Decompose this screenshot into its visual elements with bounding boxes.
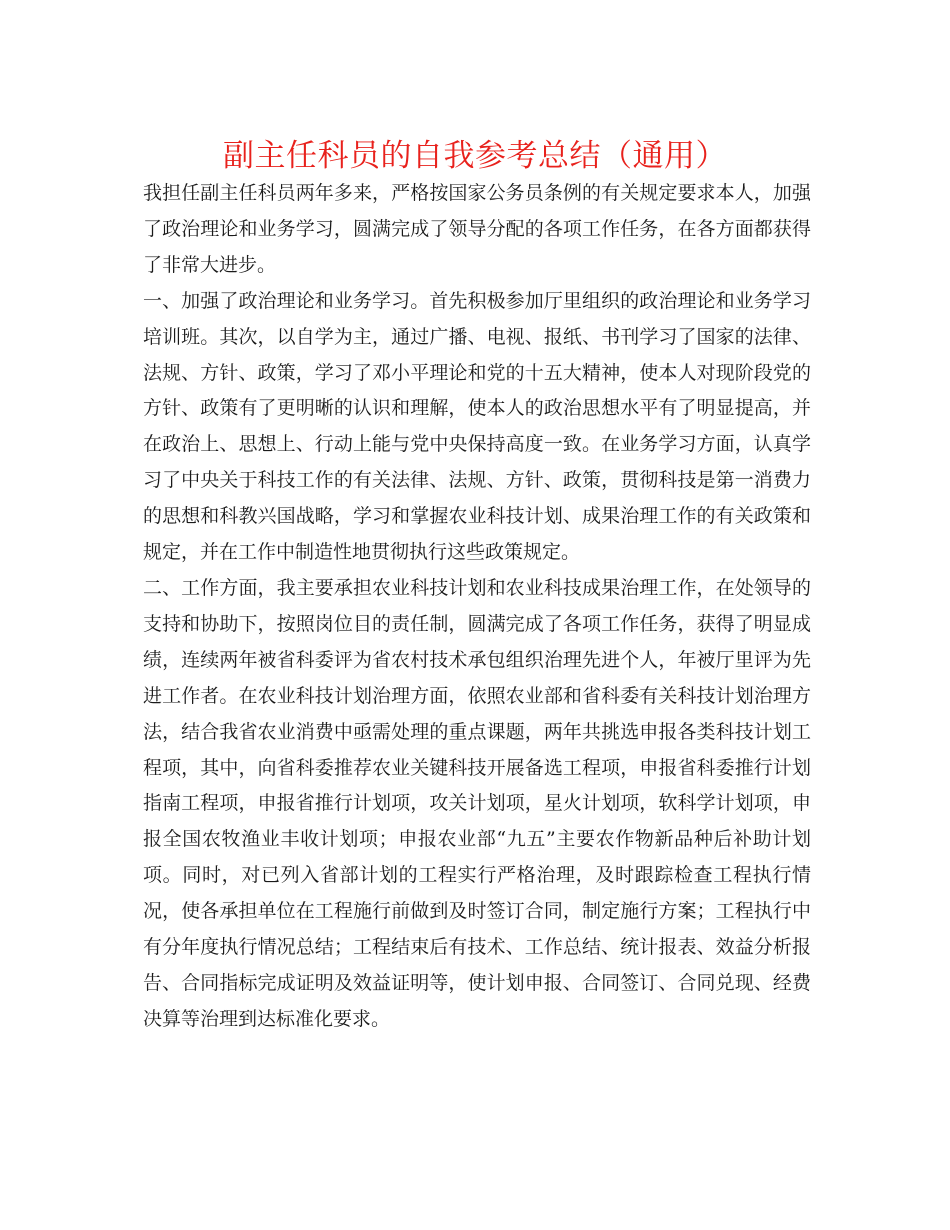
paragraph-section-one: 一、加强了政治理论和业务学习。首先积极参加厅里组织的政治理论和业务学习培训班。其次，以自学为主，通过广播、电视、报纸、书刊学习了国家的法律、法规、方针、政策，学习了邓小平理论和党的十五大精神，使本人对现阶段党的方针、政策有了更明晰的认识和理解，使本人的政治思想水平有了明显提高，并在政治上、思想上、行动上能与党中央保持高度一致。在业务学习方面，认真学习了中央关于科技工作的有关法律、法规、方针、政策，贯彻科技是第一消费力的思想和科教兴国战略，学习和掌握农业科技计划、成果治理工作的有关政策和规定，并在工作中制造性地贯彻执行这些政策规定。 <box>143 289 811 564</box>
paragraph-section-two: 二、工作方面，我主要承担农业科技计划和农业科技成果治理工作，在处领导的支持和协助下，按照岗位目的责任制，圆满完成了各项工作任务，获得了明显成绩，连续两年被省科委评为省农村技术承包组织治理先进个人，年被厅里评为先进工作者。在农业科技计划治理方面，依照农业部和省科委有关科技计划治理方法，结合我省农业消费中亟需处理的重点课题，两年共挑选申报各类科技计划工程项，其中，向省科委推荐农业关键科技开展备选工程项，申报省科委推行计划指南工程项，申报省推行计划项，攻关计划项，星火计划项，软科学计划项，申报全国农牧渔业丰收计划项；申报农业部“九五”主要农作物新品种后补助计划项。同时，对已列入省部计划的工程实行严格治理，及时跟踪检查工程执行情况，使各承担单位在工程施行前做到及时签订合同，制定施行方案；工程执行中有分年度执行情况总结；工程结束后有技术、工作总结、统计报表、效益分析报告、合同指标完成证明及效益证明等，使计划申报、合同签订、合同兑现、经费决算等治理到达标准化要求。 <box>143 576 811 1030</box>
document-title: 副主任科员的自我参考总结（通用） <box>223 138 727 174</box>
document-body <box>143 176 811 1038</box>
paragraph-intro: 我担任副主任科员两年多来，严格按国家公务员条例的有关规定要求本人，加强了政治理论和业务学习，圆满完成了领导分配的各项工作任务，在各方面都获得了非常大进步。 <box>143 182 811 276</box>
